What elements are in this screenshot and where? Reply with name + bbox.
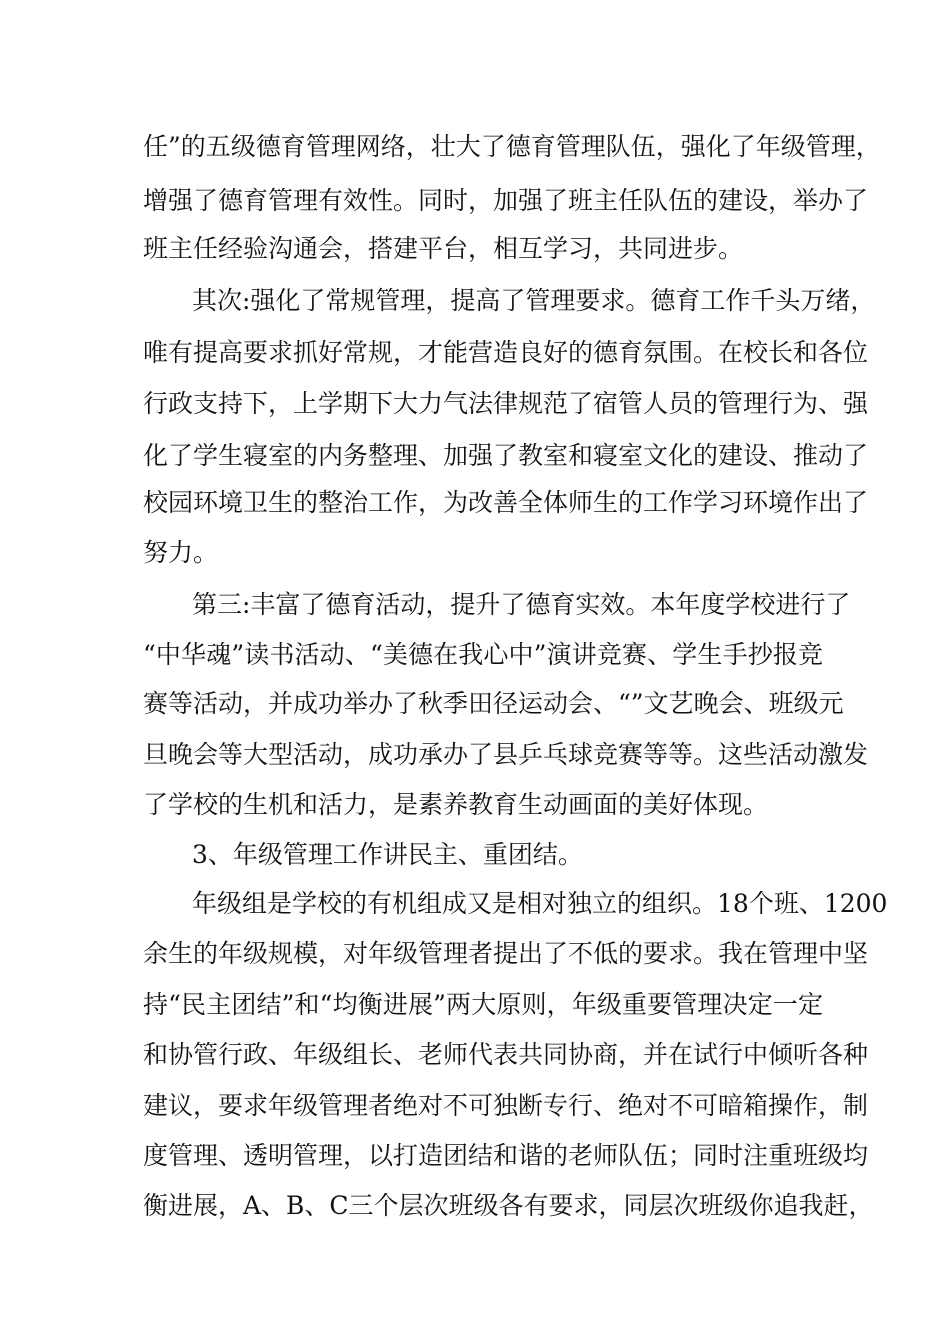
text-line: 唯有提高要求抓好常规，才能营造良好的德育氛围。在校长和各位 (143, 338, 869, 367)
text-line: 度管理、透明管理，以打造团结和谐的老师队伍；同时注重班级均 (143, 1141, 869, 1170)
text-line: 行政支持下，上学期下大力气法律规范了宿管人员的管理行为、强 (143, 389, 869, 418)
text-line: 建议，要求年级管理者绝对不可独断专行、绝对不可暗箱操作，制 (143, 1091, 869, 1120)
text-line: 和协管行政、年级组长、老师代表共同协商，并在试行中倾听各种 (143, 1040, 869, 1069)
text-line: 化了学生寝室的内务整理、加强了教室和寝室文化的建设、推动了 (143, 441, 869, 470)
paragraph-first-line: 其次:强化了常规管理，提高了管理要求。德育工作千头万绪， (192, 286, 876, 315)
text-line: 班主任经验沟通会，搭建平台，相互学习，共同进步。 (143, 234, 744, 263)
text-line: 增强了德育管理有效性。同时，加强了班主任队伍的建设，举办了 (143, 186, 869, 215)
text-line: 校园环境卫生的整治工作，为改善全体师生的工作学习环境作出了 (143, 488, 869, 517)
text-line: 任”的五级德育管理网络，壮大了德育管理队伍，强化了年级管理， (143, 132, 881, 161)
text-line: 旦晚会等大型活动，成功承办了县乒乓球竞赛等等。这些活动激发 (143, 740, 869, 769)
text-line: “中华魂”读书活动、“美德在我心中”演讲竞赛、学生手抄报竞 (143, 640, 823, 669)
text-line: 持“民主团结”和“均衡进展”两大原则，年级重要管理决定一定 (143, 990, 823, 1019)
text-line: 衡进展，A、B、C三个层次班级各有要求，同层次班级你追我赶， (143, 1191, 874, 1220)
text-line: 余生的年级规模，对年级管理者提出了不低的要求。我在管理中坚 (143, 939, 869, 968)
paragraph-first-line: 年级组是学校的有机组成又是相对独立的组织。18个班、1200 (192, 889, 888, 918)
section-heading: 3、年级管理工作讲民主、重团结。 (192, 840, 583, 869)
text-line: 了学校的生机和活力，是素养教育生动画面的美好体现。 (143, 790, 769, 819)
text-line: 努力。 (143, 538, 219, 567)
text-line: 赛等活动，并成功举办了秋季田径运动会、“”文艺晚会、班级元 (143, 689, 844, 718)
paragraph-first-line: 第三:丰富了德育活动，提升了德育实效。本年度学校进行了 (192, 590, 851, 619)
